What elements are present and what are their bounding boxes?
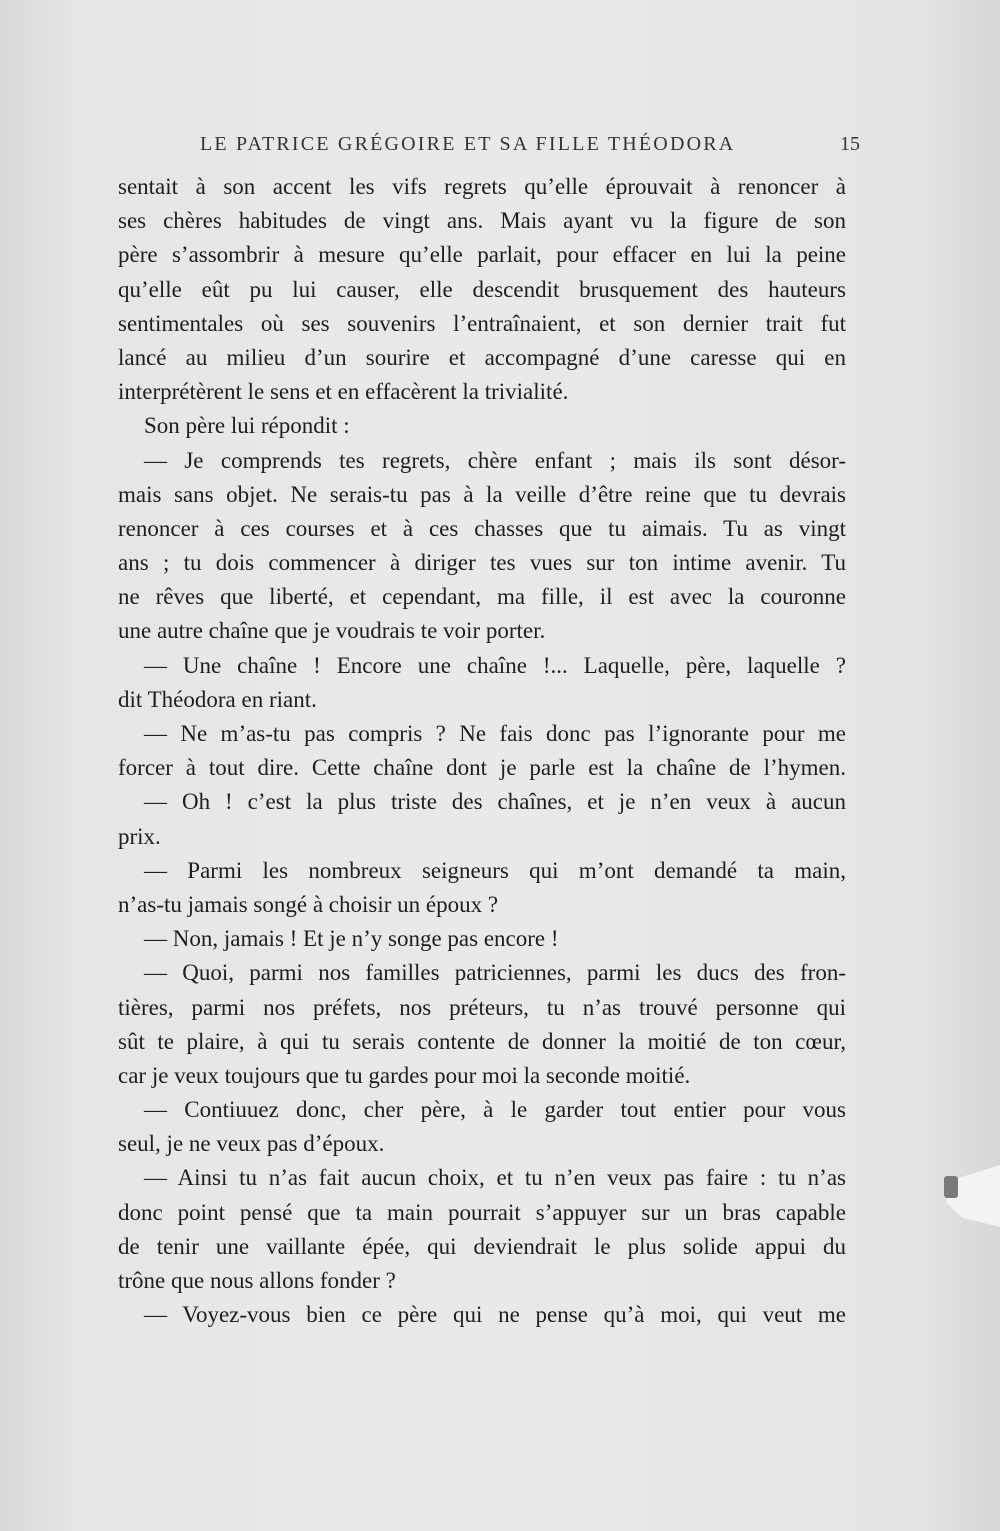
text-line: renoncer à ces courses et à ces chasses que tu aimais. Tu as vingt [118,515,846,541]
text-line: de tenir une vaillante épée, qui deviendrait le plus solide appui du [118,1233,846,1259]
text-line: trône que nous allons fonder ? [118,1268,396,1293]
running-title: LE PATRICE GRÉGOIRE ET SA FILLE THÉODORA [200,133,736,155]
text-line: père s’assombrir à mesure qu’elle parlait, pour effacer en lui la peine [118,242,846,268]
text-line: prix. [118,823,161,849]
text-line: — Je comprends tes regrets, chère enfant ; mais ils sont désor- [144,447,846,473]
text-line: ses chères habitudes de vingt ans. Mais ayant vu la figure de son [118,208,846,234]
text-line: — Ne m’as-tu pas compris ? Ne fais donc pas l’ignorante pour me [144,721,846,746]
text-line: sentimentales où ses souvenirs l’entraînaient, et son dernier trait fut [118,310,846,336]
text-line: ne rêves que liberté, et cependant, ma fille, il est avec la couronne [118,584,846,610]
text-line: mais sans objet. Ne serais-tu pas à la veille d’être reine que tu devrais [118,481,846,507]
text-line: seul, je ne veux pas d’époux. [118,1131,385,1157]
running-header [200,133,860,163]
text-line: tières, parmi nos préfets, nos préteurs, tu n’as trouvé personne qui [118,994,846,1020]
text-line: une autre chaîne que je voudrais te voir porter. [118,618,546,644]
text-line: n’as-tu jamais songé à choisir un époux ? [118,891,499,917]
text-line: dit Théodora en riant. [118,686,317,712]
body-text [118,170,846,1332]
page-number: 15 [840,133,860,155]
text-line: lancé au milieu d’un sourire et accompagné d’une caresse qui en [118,344,846,370]
text-line: qu’elle eût pu lui causer, elle descendit brusquement des hauteurs [118,276,846,302]
text-line: car je veux toujours que tu gardes pour moi la seconde moitié. [118,1062,691,1088]
text-line: — Voyez-vous bien ce père qui ne pense qu’à moi, qui veut me [144,1302,846,1328]
text-line: ans ; tu dois commencer à diriger tes vues sur ton intime avenir. Tu [118,550,846,576]
text-line: forcer à tout dire. Cette chaîne dont je parle est la chaîne de l’hymen. [118,755,846,781]
text-line: — Oh ! c’est la plus triste des chaînes, et je n’en veux à aucun [144,789,846,815]
text-line: — Non, jamais ! Et je n’y songe pas encore ! [144,926,559,952]
text-line: sentait à son accent les vifs regrets qu’elle éprouvait à renoncer à [118,174,846,199]
paper-tab-shadow [944,1176,958,1198]
text-line: — Quoi, parmi nos familles patriciennes, parmi les ducs des fron- [144,960,846,986]
text-line: — Parmi les nombreux seigneurs qui m’ont demandé ta main, [144,857,846,883]
text-line: — Ainsi tu n’as fait aucun choix, et tu n’en veux pas faire : tu n’as [144,1165,846,1191]
text-line: donc point pensé que ta main pourrait s’appuyer sur un bras capable [118,1199,846,1225]
text-line: interprétèrent le sens et en effacèrent la trivialité. [118,379,569,405]
text-line: Son père lui répondit : [144,413,350,439]
text-line: — Contiuuez donc, cher père, à le garder tout entier pour vous [144,1097,846,1123]
text-line: — Une chaîne ! Encore une chaîne !... Laquelle, père, laquelle ? [144,652,846,678]
text-line: sût te plaire, à qui tu serais contente de donner la moitié de ton cœur, [118,1028,846,1054]
